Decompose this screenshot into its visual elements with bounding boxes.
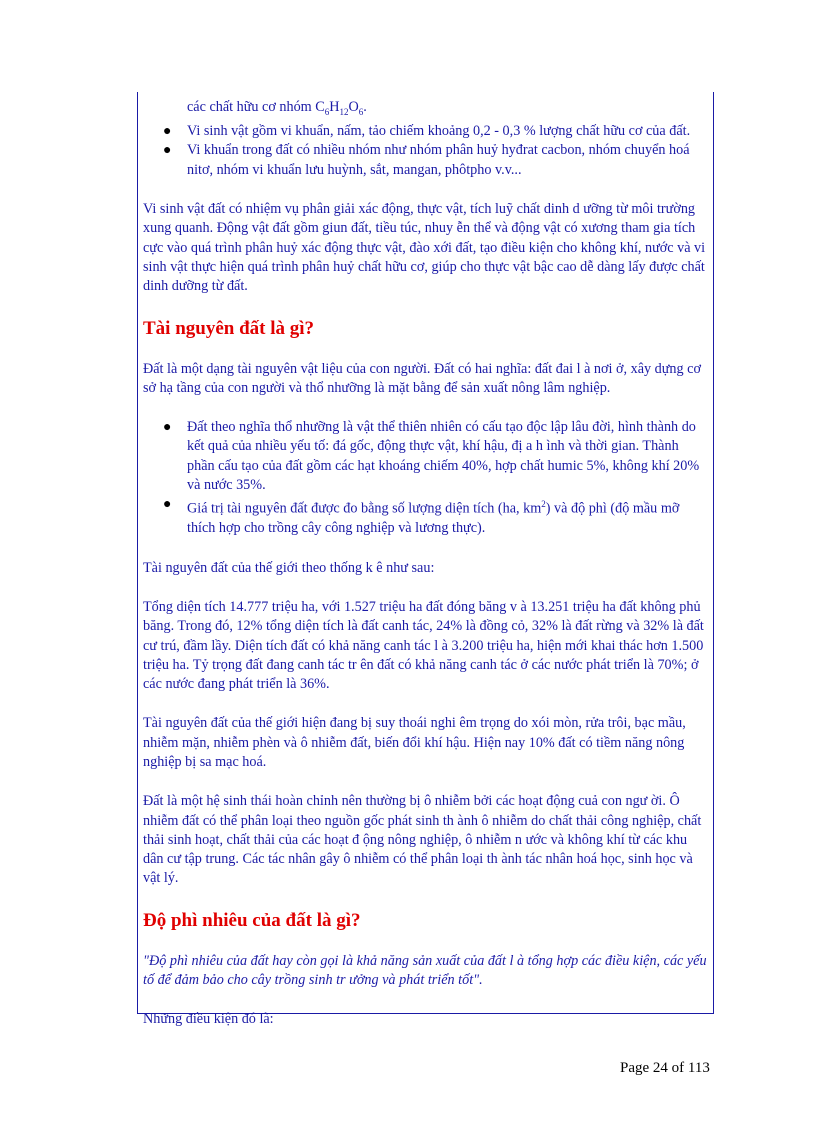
paragraph: Những điều kiện đó là: <box>143 1011 274 1028</box>
bullet-icon: ● <box>163 124 172 140</box>
quote-paragraph: "Độ phì nhiêu của đất hay còn gọi là khả năng sản xuất của đất l à tổng hợp các điều kiện, các yếu tố để đảm bảo cho cây trồng sinh tr ưởng và phát triển tốt". <box>143 952 707 989</box>
bullet-list-resources <box>143 418 709 539</box>
bullet-icon: ● <box>163 143 172 159</box>
section-heading: Độ phì nhiêu của đất là gì? <box>143 909 361 931</box>
paragraph: Đất là một dạng tài nguyên vật liệu của con người. Đất có hai nghĩa: đất đai l à nơi ở, xây dựng cơ sở hạ tầng của con người và thổ nhưỡng là mặt bằng để sản xuất nông lâm nghiệp. <box>143 360 701 396</box>
bullet-icon: ● <box>163 497 172 513</box>
bullet-icon: ● <box>163 420 172 436</box>
bullet-continuation: các chất hữu cơ nhóm $C_6H_{12}O_6$. <box>187 99 367 117</box>
list-item: ● Vi sinh vật gồm vi khuẩn, nấm, tảo chiếm khoảng 0,2 - 0,3 % lượng chất hữu cơ của đất. <box>187 122 709 141</box>
section-heading: Tài nguyên đất là gì? <box>143 317 315 339</box>
paragraph: Tổng diện tích 14.777 triệu ha, với 1.527 triệu ha đất đóng băng v à 13.251 triệu ha đất không phủ băng. Trong đó, 12% tổng diện tích là đất canh tác, 24% là đồng cỏ, 32% là đất rừng và 32% là đất cư trú, đầm lầy. Diện tích đất có khả năng canh tác l à 3.200 triệu ha, hiện mới khai thác hơn 1.500 triệu ha. Tỷ trọng đất đang canh tác tr ên đất có khả năng canh tác ở các nước phát triển là 70%; ở các nước đang phát triển là 36%. <box>143 598 704 693</box>
page-content <box>143 98 709 1030</box>
paragraph: Tài nguyên đất của thế giới hiện đang bị suy thoái nghi êm trọng do xói mòn, rửa trôi, bạc mầu, nhiễm mặn, nhiễm phèn và ô nhiễm đất, biến đổi khí hậu. Hiện nay 10% đất có tiềm năng nông nghiệp bị sa mạc hoá. <box>143 715 686 770</box>
page-number: Page 24 of 113 <box>620 1060 710 1076</box>
list-item: ● Vi khuẩn trong đất có nhiều nhóm như nhóm phân huỷ hyđrat cacbon, nhóm chuyển hoá nitơ, nhóm vi khuẩn lưu huỳnh, sắt, mangan, phôtpho v.v... <box>163 142 690 178</box>
list-item: ● Đất theo nghĩa thổ nhưỡng là vật thể thiên nhiên có cấu tạo độc lập lâu đời, hình thành do kết quả của nhiều yếu tố: đá gốc, động thực vật, khí hậu, đị a h ình và thời gian. Thành phần cấu tạo của đất gồm các hạt khoáng chiếm 40%, hợp chất humic 5%, không khí 20% và nước 35%. <box>163 419 700 493</box>
paragraph: Tài nguyên đất của thế giới theo thống k ê như sau: <box>143 559 435 576</box>
bullet-list-microbes <box>143 122 709 180</box>
paragraph: Vi sinh vật đất có nhiệm vụ phân giải xác động, thực vật, tích luỹ chất dinh d ưỡng từ môi trường xung quanh. Động vật đất gồm giun đất, tiều túc, nhuy ễn thể và động vật có xương tham gia tích cực vào quá trình phân huỷ xác động thực vật, đào xới đất, tạo điều kiện cho không khí, nước và vi sinh vật thực hiện quá trình phân huỷ chất hữu cơ, giúp cho thực vật bậc cao dễ dàng lấy được chất dinh dưỡng từ đất. <box>143 201 706 295</box>
paragraph: Đất là một hệ sinh thái hoàn chỉnh nên thường bị ô nhiễm bởi các hoạt động cuả con ngư ời. Ô nhiễm đất có thể phân loại theo nguồn gốc phát sinh th ành ô nhiễm do chất thải công nghiệp, chất thải sinh hoạt, chất thải của các hoạt đ ộng nông nghiệp, ô nhiễm n ước và không khí từ các khu dân cư tập trung. Các tác nhân gây ô nhiễm có thể phân loại th ành tác nhân hoá học, sinh học và vật lý. <box>143 793 702 887</box>
list-item: ● Giá trị tài nguyên đất được đo bằng số lượng diện tích (ha, $km^2$) và độ phì (độ mầu mỡ thích hợp cho trồng cây công nghiệp và lương thực). <box>163 497 680 537</box>
